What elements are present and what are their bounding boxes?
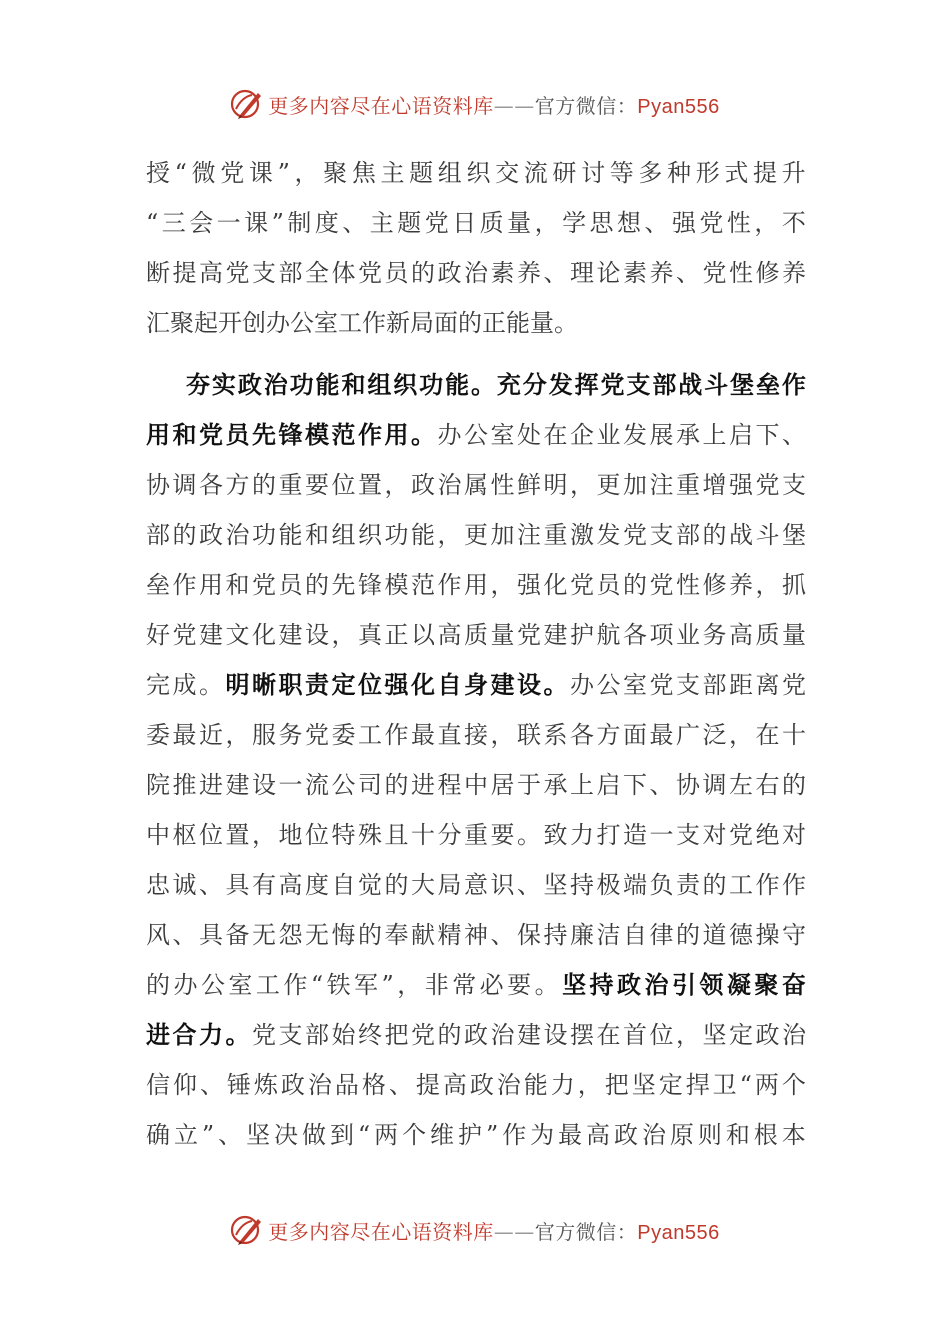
banner-brand: 更多内容尽在心语资料库 — [268, 1219, 494, 1244]
banner-wechat-label: 官方微信： — [534, 93, 638, 118]
text-line: 风 、 具 备 无 怨 无 悔 的 奉 献 精 神 、 保 持 廉 洁 自 律 的 道 德 操 守 — [146, 921, 806, 949]
text-line: 忠 诚 、 具 有 高 度 自 觉 的 大 局 意 识 、 坚 持 极 端 负 责 的 工 作 作 — [146, 871, 806, 899]
text-line: 汇 聚 起 开 创 办 公 室 工 作 新 局 面 的 正 能 量 。 — [146, 309, 578, 337]
text-line: 信 仰 、 锤 炼 政 治 品 格 、 提 高 政 治 能 力 ， 把 坚 定 捍 卫 “ 两 个 — [146, 1071, 806, 1099]
text-line: 协 调 各 方 的 重 要 位 置 ， 政 治 属 性 鲜 明 ， 更 加 注 重 增 强 党 支 — [146, 471, 806, 499]
text-line: 断 提 高 党 支 部 全 体 党 员 的 政 治 素 养 、 理 论 素 养 、 党 性 修 养 — [146, 259, 806, 287]
text-line: 夯 实 政 治 功 能 和 组 织 功 能 。 充 分 发 挥 党 支 部 战 斗 堡 垒 作 — [186, 370, 806, 399]
text-line: 院 推 进 建 设 一 流 公 司 的 进 程 中 居 于 承 上 启 下 、 协 调 左 右 的 — [146, 771, 806, 799]
text-line: 授 “ 微 党 课 ” ， 聚 焦 主 题 组 织 交 流 研 讨 等 多 种 形 式 提 升 — [146, 159, 806, 187]
text-line: 部 的 政 治 功 能 和 组 织 功 能 ， 更 加 注 重 激 发 党 支 部 的 战 斗 堡 — [146, 521, 806, 549]
text-line: 的 办 公 室 工 作 “ 铁 军 ” ， 非 常 必 要 。 坚 持 政 治 引 领 凝 聚 奋 — [146, 970, 806, 999]
text-line: 确 立 ” 、 坚 决 做 到 “ 两 个 维 护 ” 作 为 最 高 政 治 原 则 和 根 本 — [146, 1121, 806, 1149]
banner-text — [268, 1216, 719, 1245]
text-line: 好 党 建 文 化 建 设 ， 真 正 以 高 质 量 党 建 护 航 各 项 业 务 高 质 量 — [146, 621, 806, 649]
paragraph-2 — [146, 360, 806, 1160]
footer-banner — [0, 1210, 950, 1250]
document-body — [146, 148, 806, 1160]
banner-wechat-id: Pyan556 — [637, 1221, 720, 1244]
banner-text — [268, 90, 719, 119]
text-line: 用 和 党 员 先 锋 模 范 作 用 。 办 公 室 处 在 企 业 发 展 承 上 启 下 、 — [146, 420, 806, 449]
text-line: 进 合 力 。 党 支 部 始 终 把 党 的 政 治 建 设 摆 在 首 位 ， 坚 定 政 治 — [146, 1020, 806, 1049]
text-line: 完 成 。 明 晰 职 责 定 位 强 化 自 身 建 设 。 办 公 室 党 支 部 距 离 党 — [146, 670, 806, 699]
header-banner — [0, 84, 950, 124]
paragraph-gap — [146, 348, 806, 360]
banner-wechat-label: 官方微信： — [534, 1219, 638, 1244]
text-line: 中 枢 位 置 ， 地 位 特 殊 且 十 分 重 要 。 致 力 打 造 一 支 对 党 绝 对 — [146, 821, 806, 849]
banner-brand: 更多内容尽在心语资料库 — [268, 93, 494, 118]
text-line: “ 三 会 一 课 ” 制 度 、 主 题 党 日 质 量 ， 学 思 想 、 强 党 性 ， 不 — [146, 209, 806, 237]
paragraph-1 — [146, 148, 806, 348]
pen-logo-icon — [230, 1213, 264, 1247]
banner-wechat-id: Pyan556 — [637, 95, 720, 118]
text-line: 委 最 近 ， 服 务 党 委 工 作 最 直 接 ， 联 系 各 方 面 最 广 泛 ， 在 十 — [146, 721, 806, 749]
banner-dash: —— — [493, 1219, 535, 1244]
pen-logo-icon — [230, 87, 264, 121]
text-line: 垒 作 用 和 党 员 的 先 锋 模 范 作 用 ， 强 化 党 员 的 党 性 修 养 ， 抓 — [146, 571, 806, 599]
banner-dash: —— — [493, 93, 535, 118]
